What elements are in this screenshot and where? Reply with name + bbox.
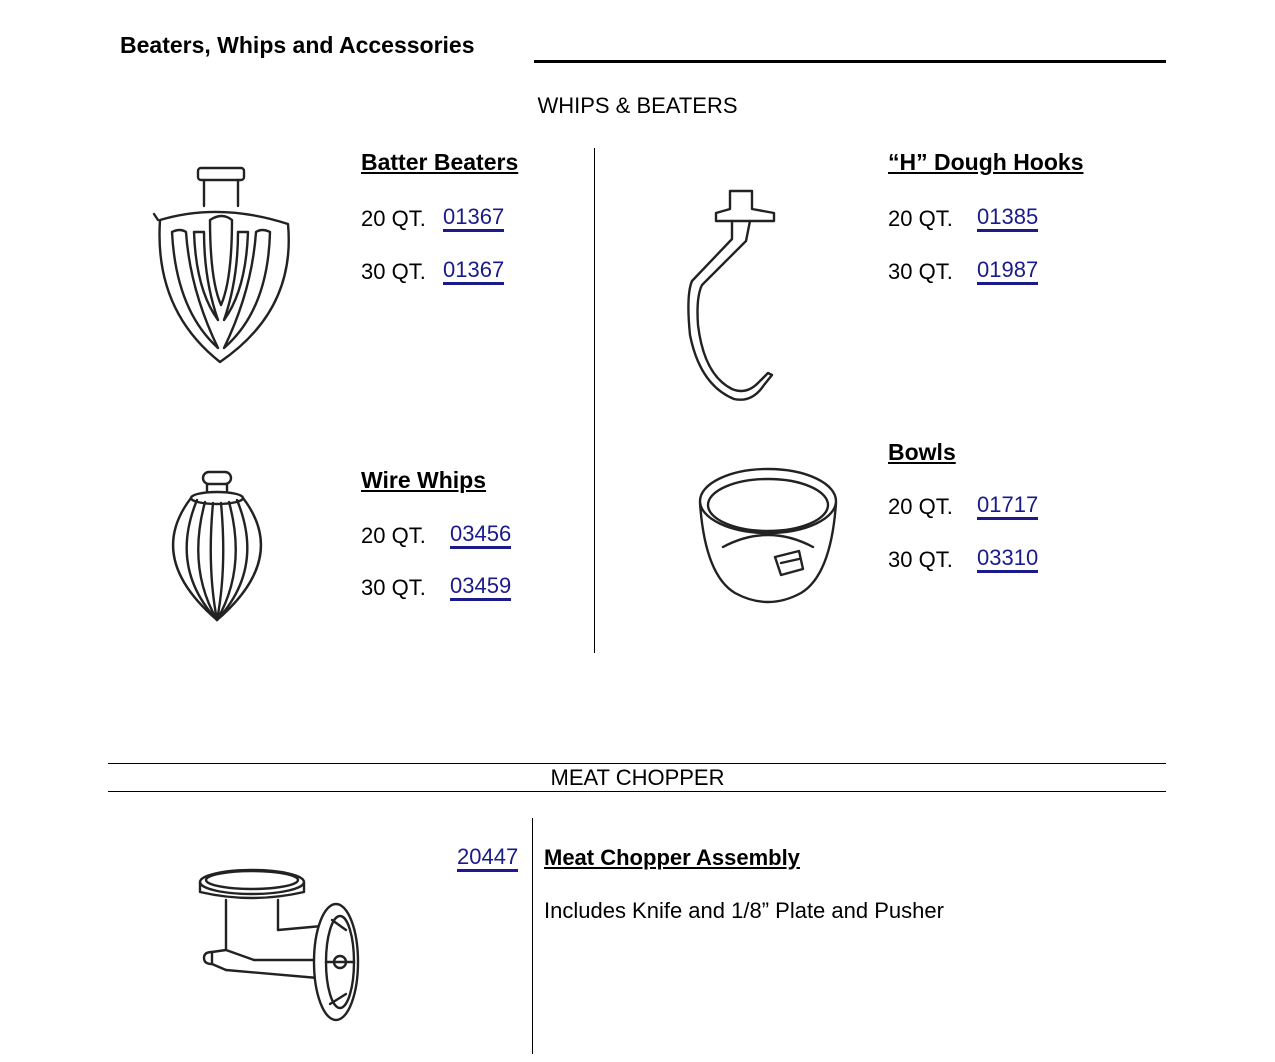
bowls-part-link-30[interactable]: 03310 xyxy=(977,547,1038,573)
meat-chopper-title: Meat Chopper Assembly xyxy=(544,845,800,870)
whips-section-heading: WHIPS & BEATERS xyxy=(537,93,738,118)
dough-hooks-title: “H” Dough Hooks xyxy=(888,149,1084,175)
batter-beaters-size-30: 30 QT. xyxy=(361,259,426,284)
bowls-title: Bowls xyxy=(888,439,956,465)
dough-hooks-part-link-30[interactable]: 01987 xyxy=(977,259,1038,285)
wire-whip-icon xyxy=(155,468,285,628)
dough-hook-icon xyxy=(680,185,800,410)
batter-beaters-part-link-20[interactable]: 01367 xyxy=(443,206,504,232)
meat-column-divider xyxy=(532,818,533,1054)
meat-chopper-part-link[interactable]: 20447 xyxy=(457,846,518,872)
dough-hooks-part-link-20[interactable]: 01385 xyxy=(977,206,1038,232)
wire-whips-title: Wire Whips xyxy=(361,467,487,493)
column-divider xyxy=(594,148,595,653)
batter-beater-icon xyxy=(150,160,300,370)
bowls-size-30: 30 QT. xyxy=(888,547,953,572)
bowl-icon xyxy=(695,465,845,610)
meat-section-top-rule xyxy=(108,763,1166,764)
wire-whips-size-30: 30 QT. xyxy=(361,575,426,600)
dough-hooks-size-20: 20 QT. xyxy=(888,206,953,231)
page-title: Beaters, Whips and Accessories xyxy=(120,32,475,58)
bowls-size-20: 20 QT. xyxy=(888,494,953,519)
meat-chopper-icon xyxy=(190,860,375,1030)
meat-section-bottom-rule xyxy=(108,791,1166,792)
wire-whips-part-link-30[interactable]: 03459 xyxy=(450,575,511,601)
batter-beaters-part-link-30[interactable]: 01367 xyxy=(443,259,504,285)
bowls-part-link-20[interactable]: 01717 xyxy=(977,494,1038,520)
wire-whips-size-20: 20 QT. xyxy=(361,523,426,548)
wire-whips-part-link-20[interactable]: 03456 xyxy=(450,523,511,549)
meat-section-heading: MEAT CHOPPER xyxy=(550,765,725,790)
title-rule xyxy=(534,60,1166,63)
meat-chopper-description: Includes Knife and 1/8” Plate and Pusher xyxy=(544,898,944,923)
dough-hooks-size-30: 30 QT. xyxy=(888,259,953,284)
batter-beaters-title: Batter Beaters xyxy=(361,149,519,175)
batter-beaters-size-20: 20 QT. xyxy=(361,206,426,231)
